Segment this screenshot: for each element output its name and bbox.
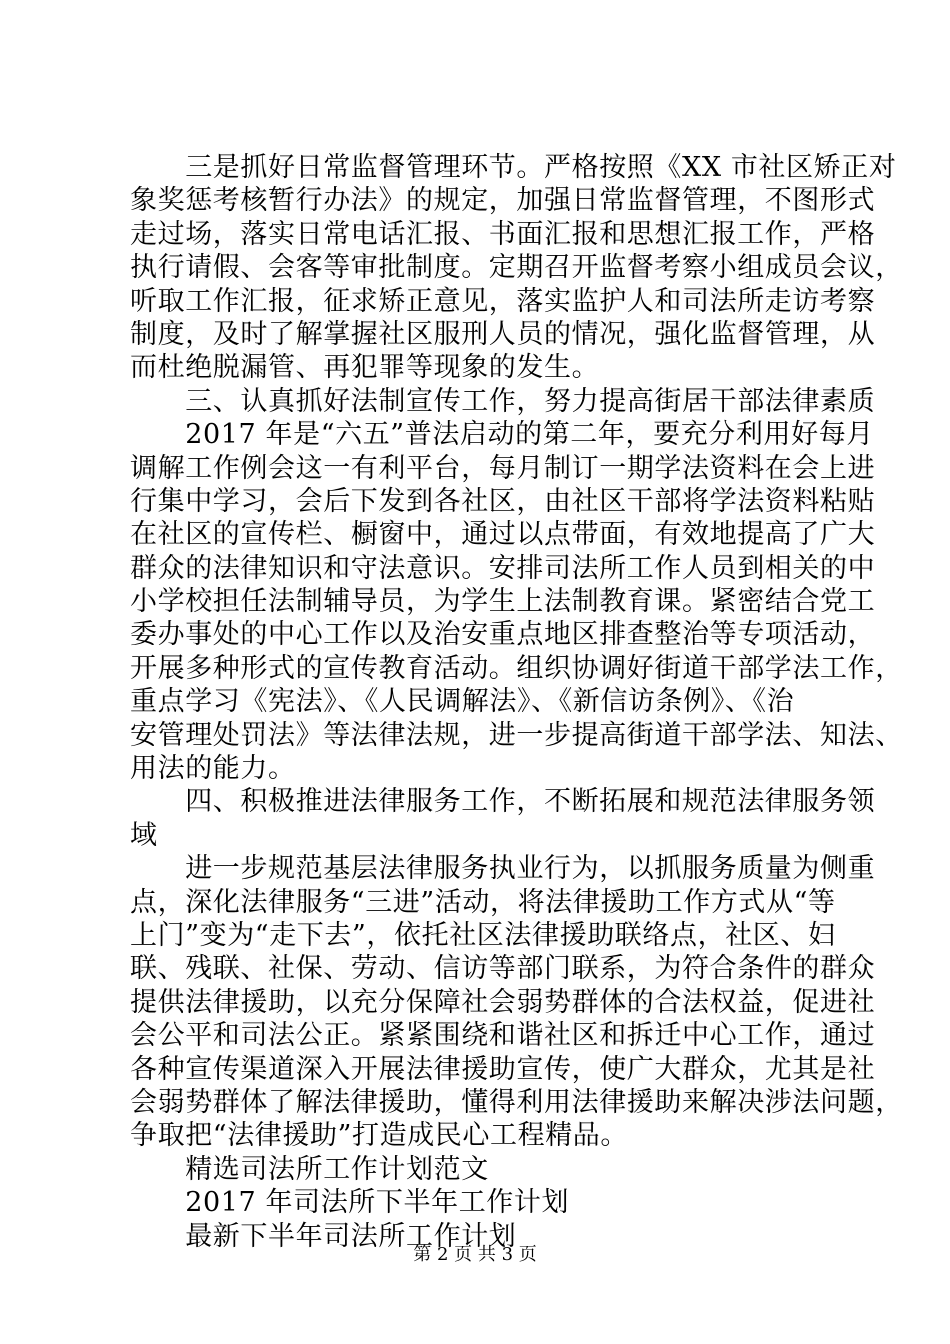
text-line: 三是抓好日常监督管理环节。严格按照《XX 市社区矫正对 — [130, 152, 897, 183]
page-footer: 第 2 页 共 3 页 — [413, 1244, 537, 1265]
text-line: 制度，及时了解掌握社区服刑人员的情况，强化监督管理，从 — [130, 318, 876, 350]
text-line: 各种宣传渠道深入开展法律援助宣传，使广大群众，尤其是社 — [130, 1053, 876, 1085]
text-line: 联、残联、社保、劳动、信访等部门联系，为符合条件的群众 — [130, 953, 876, 985]
text-line: 重点学习《宪法》、《人民调解法》、《新信访条例》、《治 — [130, 686, 795, 718]
text-line: 四、积极推进法律服务工作，不断拓展和规范法律服务领 — [130, 786, 876, 818]
text-line: 象奖惩考核暂行办法》的规定，加强日常监督管理，不图形式 — [130, 185, 876, 217]
text-line: 会弱势群体了解法律援助，懂得利用法律援助来解决涉法问题， — [130, 1086, 903, 1118]
text-line: 安管理处罚法》等法律法规，进一步提高街道干部学法、知法、 — [130, 719, 903, 751]
text-line: 委办事处的中心工作以及治安重点地区排查整治等专项活动， — [130, 619, 876, 651]
text-line: 在社区的宣传栏、橱窗中，通过以点带面，有效地提高了广大 — [130, 519, 876, 551]
text-line: 2017 年司法所下半年工作计划 — [130, 1187, 570, 1219]
text-line: 调解工作例会这一有利平台，每月制订一期学法资料在会上进 — [130, 452, 876, 484]
text-line: 执行请假、会客等审批制度。定期召开监督考察小组成员会议， — [130, 252, 903, 284]
text-line: 2017 年是“六五”普法启动的第二年，要充分利用好每月 — [130, 419, 874, 451]
text-line: 上门”变为“走下去”，依托社区法律援助联络点，社区、妇 — [130, 919, 836, 951]
text-line: 群众的法律知识和守法意识。安排司法所工作人员到相关的中 — [130, 552, 876, 584]
text-line: 提供法律援助，以充分保障社会弱势群体的合法权益，促进社 — [130, 986, 876, 1018]
text-line: 开展多种形式的宣传教育活动。组织协调好街道干部学法工作， — [130, 652, 903, 684]
text-line: 点，深化法律服务“三进”活动，将法律援助工作方式从“等 — [130, 886, 836, 918]
text-line: 争取把“法律援助”打造成民心工程精品。 — [130, 1120, 629, 1152]
text-line: 精选司法所工作计划范文 — [130, 1153, 489, 1185]
text-line: 而杜绝脱漏管、再犯罪等现象的发生。 — [130, 352, 600, 384]
text-line: 行集中学习，会后下发到各社区，由社区干部将学法资料粘贴 — [130, 485, 876, 517]
text-line: 域 — [130, 819, 158, 851]
text-line: 走过场，落实日常电话汇报、书面汇报和思想汇报工作，严格 — [130, 218, 876, 250]
text-line: 三、认真抓好法制宣传工作，努力提高街居干部法律素质 — [130, 385, 876, 417]
document-body — [130, 151, 903, 1253]
text-line: 会公平和司法公正。紧紧围绕和谐社区和拆迁中心工作，通过 — [130, 1020, 876, 1052]
text-line: 小学校担任法制辅导员，为学生上法制教育课。紧密结合党工 — [130, 586, 876, 618]
text-line: 进一步规范基层法律服务执业行为，以抓服务质量为侧重 — [130, 853, 876, 885]
text-line: 听取工作汇报，征求矫正意见，落实监护人和司法所走访考察 — [130, 285, 876, 317]
text-line: 最新下半年司法所工作计划 — [130, 1220, 517, 1252]
text-line: 用法的能力。 — [130, 753, 296, 785]
